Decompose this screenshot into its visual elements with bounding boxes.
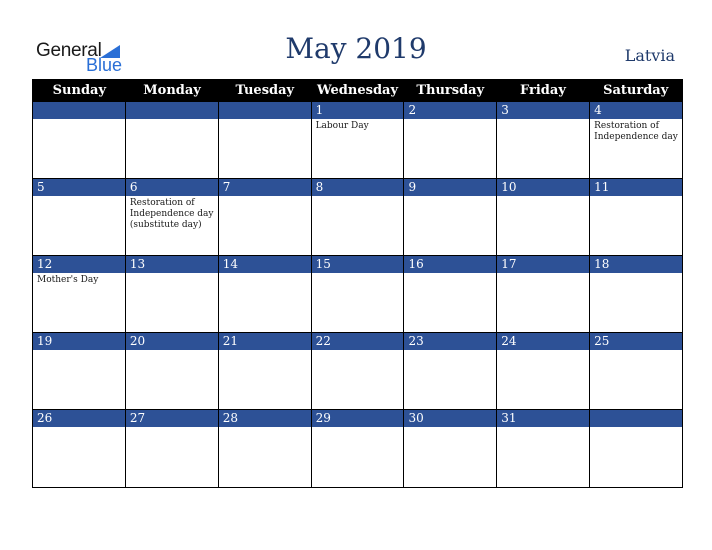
day-number: 19 [33,333,125,350]
holiday-label [126,350,218,352]
holiday-label [312,273,404,275]
holiday-label [33,350,125,352]
day-number: 14 [219,256,311,273]
calendar-day-cell[interactable] [33,256,126,333]
holiday-label [126,273,218,275]
calendar-week-row [33,179,682,256]
calendar-day-cell[interactable] [33,102,126,179]
day-number: 7 [219,179,311,196]
holiday-label: Labour Day [315,121,369,131]
calendar-day-cell[interactable] [312,410,405,487]
calendar-week-row [33,102,682,179]
holiday-label [404,273,496,275]
day-number: 17 [497,256,589,273]
holiday-label [126,119,218,121]
holiday-label [590,350,682,352]
holiday-label: Restoration of Independence day [594,121,678,142]
day-number: 27 [126,410,218,427]
holiday-label [312,350,404,352]
holiday-label [219,273,311,275]
day-number: 26 [33,410,125,427]
calendar-week-row [33,333,682,410]
day-number: 20 [126,333,218,350]
holiday-label [590,273,682,275]
holiday-label [219,196,311,198]
day-number: 13 [126,256,218,273]
calendar-day-cell[interactable] [126,179,219,256]
calendar-title: May 2019 [285,32,427,65]
calendar-day-cell[interactable] [497,102,590,179]
holiday-label [312,427,404,429]
calendar-day-cell[interactable] [497,410,590,487]
calendar-day-cell[interactable] [497,333,590,410]
calendar-day-cell[interactable] [312,102,405,179]
day-number: 22 [312,333,404,350]
holiday-label [33,427,125,429]
holiday-label [404,427,496,429]
calendar-day-cell[interactable] [590,102,682,179]
holiday-label [497,350,589,352]
calendar-day-cell[interactable] [590,410,682,487]
day-number [33,102,125,119]
holiday-label [126,427,218,429]
calendar-day-cell[interactable] [497,179,590,256]
day-number: 1 [312,102,404,119]
calendar-day-cell[interactable] [312,333,405,410]
holiday-label [219,350,311,352]
day-number: 10 [497,179,589,196]
calendar-day-cell[interactable] [126,333,219,410]
calendar-grid [32,79,683,488]
holiday-label [312,196,404,198]
day-number: 24 [497,333,589,350]
calendar-day-cell[interactable] [126,102,219,179]
day-number [590,410,682,427]
day-number: 9 [404,179,496,196]
weekday-tuesday: Tuesday [235,83,295,98]
holiday-label [590,196,682,198]
holiday-label [497,427,589,429]
weekday-friday: Friday [520,83,566,98]
day-number: 11 [590,179,682,196]
day-number: 3 [497,102,589,119]
calendar-day-cell[interactable] [404,333,497,410]
calendar-day-cell[interactable] [33,179,126,256]
day-number [219,102,311,119]
weekday-monday: Monday [143,83,201,98]
day-number: 6 [126,179,218,196]
holiday-label [497,273,589,275]
day-number: 2 [404,102,496,119]
calendar-weeks [33,102,682,487]
day-number: 29 [312,410,404,427]
calendar-day-cell[interactable] [219,179,312,256]
calendar-day-cell[interactable] [404,256,497,333]
calendar-day-cell[interactable] [33,410,126,487]
calendar-day-cell[interactable] [312,179,405,256]
holiday-label [590,427,682,429]
calendar-day-cell[interactable] [404,410,497,487]
calendar-day-cell[interactable] [404,102,497,179]
calendar-day-cell[interactable] [590,333,682,410]
calendar-day-cell[interactable] [312,256,405,333]
holiday-label [219,427,311,429]
calendar-day-cell[interactable] [590,256,682,333]
calendar-week-row [33,256,682,333]
weekday-header-row [33,80,682,102]
holiday-label [33,119,125,121]
calendar-week-row [33,410,682,487]
weekday-sunday: Sunday [52,83,107,98]
calendar-day-cell[interactable] [126,410,219,487]
calendar-day-cell[interactable] [33,333,126,410]
day-number: 16 [404,256,496,273]
day-number: 21 [219,333,311,350]
day-number: 25 [590,333,682,350]
day-number: 30 [404,410,496,427]
day-number: 18 [590,256,682,273]
holiday-label [219,119,311,121]
day-number: 4 [590,102,682,119]
calendar-day-cell[interactable] [497,256,590,333]
calendar-day-cell[interactable] [219,102,312,179]
day-number: 31 [497,410,589,427]
holiday-label: Restoration of Independence day (substitute day) [129,198,214,230]
holiday-label: Mother's Day [37,275,99,285]
calendar-day-cell[interactable] [404,179,497,256]
holiday-label [404,119,496,121]
holiday-label [33,196,125,198]
calendar-day-cell[interactable] [590,179,682,256]
day-number: 5 [33,179,125,196]
day-number: 8 [312,179,404,196]
logo-text-general: General [36,40,102,61]
country-label: Latvia [624,46,675,65]
logo-text-blue: Blue [86,55,123,75]
day-number: 15 [312,256,404,273]
calendar-day-cell[interactable] [219,410,312,487]
calendar-day-cell[interactable] [219,333,312,410]
calendar-day-cell[interactable] [126,256,219,333]
day-number: 23 [404,333,496,350]
day-number [126,102,218,119]
calendar-day-cell[interactable] [219,256,312,333]
weekday-saturday: Saturday [603,83,669,98]
holiday-label [404,196,496,198]
weekday-thursday: Thursday [416,83,485,98]
day-number: 28 [219,410,311,427]
weekday-wednesday: Wednesday [317,83,399,98]
holiday-label [404,350,496,352]
holiday-label [497,119,589,121]
day-number: 12 [33,256,125,273]
holiday-label [497,196,589,198]
